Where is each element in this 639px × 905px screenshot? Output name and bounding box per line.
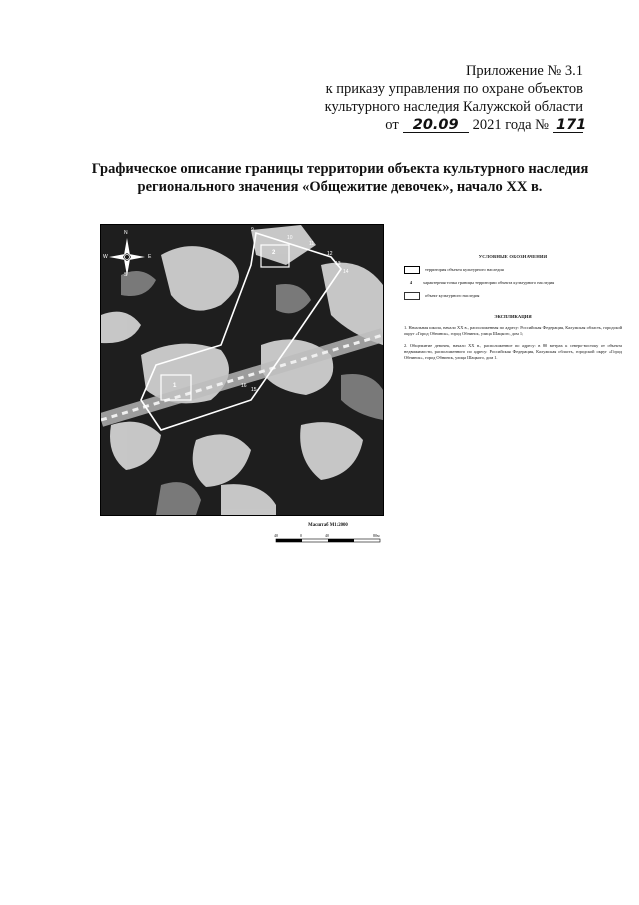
scale-bar <box>270 523 386 547</box>
appendix-number: Приложение № 3.1 <box>465 63 583 79</box>
object-swatch <box>404 292 420 300</box>
compass-north-label: N <box>124 230 128 236</box>
legend-item <box>404 266 622 274</box>
legend-item-label: объект культурного наследия <box>425 293 480 298</box>
legend-item-label: территория объекта культурного наследия <box>425 267 504 272</box>
boundary-point-label: 9 <box>251 227 254 233</box>
order-year: 2021 года № <box>472 117 549 133</box>
legend-item <box>404 280 622 286</box>
legend-item <box>404 292 622 300</box>
boundary-point-label: 15 <box>251 387 257 393</box>
explication-item: 2. Общежитие девочек, начало XX в., расположенное по адресу: в 80 метрах к северо-востоку от объекта недвижимости, расположенного по адресу: Российская Федерация, Калужская область, городской округ «Город Обнинск», город Обнинск, улица Шацкого, дом 1. <box>404 343 622 360</box>
compass-west-label: W <box>103 254 108 260</box>
document-title <box>70 160 610 196</box>
authority-name: культурного наследия Калужской области <box>324 99 583 115</box>
boundary-point-label: 14 <box>343 269 349 275</box>
order-reference-line: к приказу управления по охране объектов <box>325 81 583 97</box>
boundary-point-label: 16 <box>241 383 247 389</box>
legend-title: УСЛОВНЫЕ ОБОЗНАЧЕНИЯ <box>478 254 548 259</box>
order-prefix: от <box>385 117 399 133</box>
territory-swatch <box>404 266 420 274</box>
explication-title: ЭКСПЛИКАЦИЯ <box>494 314 532 319</box>
boundary-point-label: 10 <box>287 235 293 241</box>
order-number-handwritten: 171 <box>553 118 583 133</box>
order-date-line <box>283 116 587 134</box>
object-label: 2 <box>272 250 276 256</box>
order-date-handwritten: 20.09 <box>403 118 469 133</box>
legend-item-label: характерная точка границы территории объекта культурного наследия <box>423 280 555 285</box>
legend-panel <box>404 254 622 367</box>
compass-east-label: E <box>148 254 152 260</box>
title-line-1: Графическое описание границы территории объекта культурного наследия <box>91 161 589 177</box>
scale-title: Масштаб М1:2000 <box>308 523 348 528</box>
explication-item: 1. Начальная школа, начало XX в., расположенная по адресу: Российская Федерация, Калужская область, городской округ «Город Обнинск», город Обнинск, улица Шацкого, дом 1; <box>404 325 622 336</box>
boundary-point-label: 13 <box>335 261 341 267</box>
appendix-header <box>283 62 587 134</box>
scale-tick: 80м <box>373 533 380 538</box>
satellite-map <box>100 224 384 516</box>
boundary-point-label: 12 <box>327 251 333 257</box>
scale-tick: 40 <box>325 533 329 538</box>
compass-south-label: S <box>124 272 128 278</box>
object-label: 1 <box>173 383 177 389</box>
scale-tick: 40 <box>274 533 278 538</box>
scale-tick: 0 <box>300 533 302 538</box>
boundary-point-symbol: 4 <box>409 280 413 285</box>
boundary-point-label: 11 <box>309 241 315 247</box>
title-line-2: регионального значения «Общежитие девочек», начало XX в. <box>137 179 543 195</box>
